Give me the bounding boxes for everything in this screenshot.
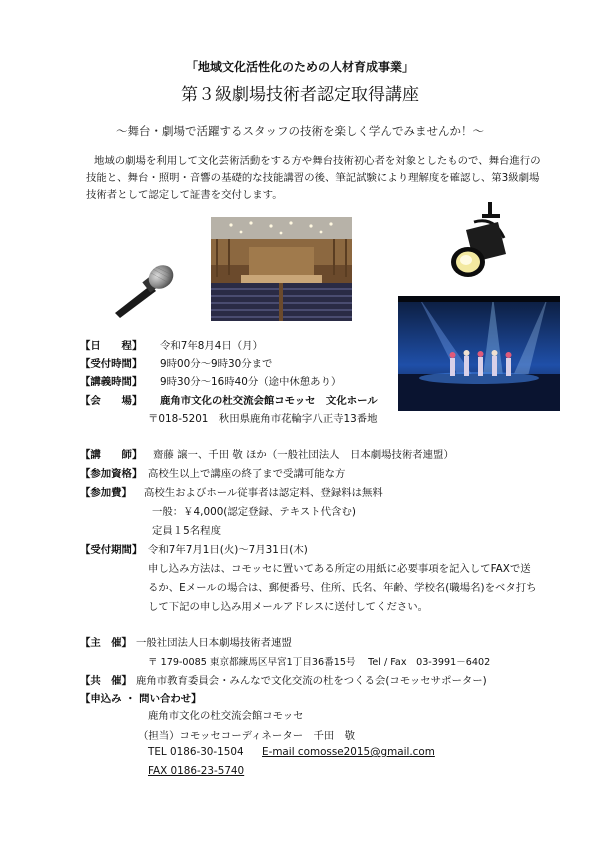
contact-person: （担当）コモッセコーディネーター 千田 敬 [138, 730, 356, 742]
eligibility-value: 高校生以上で講座の終了まで受講可能な方 [148, 468, 346, 480]
eligibility-label: 【参加資格】 [80, 468, 143, 480]
venue-address: 〒018-5201 秋田県鹿角市花輪字八正寺13番地 [148, 413, 378, 425]
host-value: 一般社団法人日本劇場技術者連盟 [136, 637, 292, 649]
host-label: 【主 催】 [80, 637, 132, 649]
lecture-label: 【講義時間】 [80, 376, 143, 388]
contact-email-link[interactable] [262, 746, 435, 758]
reception-label: 【受付時間】 [80, 358, 143, 370]
spotlight-image [444, 202, 516, 286]
cohost-value: 鹿角市教育委員会・みんなで文化交流の杜をつくる会(コモッセサポーター) [136, 675, 487, 687]
date-value: 令和7年8月4日（月） [160, 340, 263, 352]
venue-value: 鹿角市文化の杜交流会館コモッセ 文化ホール [160, 395, 378, 407]
contact-tel: TEL 0186-30-1504 [148, 746, 244, 758]
apply-line-2: るか、Eメールの場合は、郵便番号、住所、氏名、年齢、学校名(職場名)をベタ打ち [148, 582, 537, 594]
period-value: 令和7年7月1日(火)〜7月31日(木) [148, 544, 308, 556]
period-label: 【受付期間】 [80, 544, 143, 556]
contact-fax-wrap [148, 765, 244, 777]
lecture-value: 9時30分〜16時40分（途中休憩あり） [160, 376, 342, 388]
microphone-image [107, 263, 178, 319]
host-address: 〒 179-0085 東京都練馬区早宮1丁目36番15号 Tel / Fax 03-3991－6402 [148, 657, 491, 668]
project-name: 「地域文化活性化のための人材育成事業」 [185, 60, 414, 74]
page-title: 第３級劇場技術者認定取得講座 [181, 85, 419, 105]
contact-fax: FAX 0186-23-5740 [148, 765, 245, 777]
contact-org: 鹿角市文化の杜交流会館コモッセ [148, 710, 304, 722]
concert-hall-image [211, 217, 352, 321]
lecturer-value: 齋藤 譲一、千田 敬 ほか（一般社団法人 日本劇場技術者連盟） [153, 449, 454, 461]
lecturer-label: 【講 師】 [80, 449, 143, 461]
apply-line-1: 申し込み方法は、コモッセに置いてある所定の用紙に必要事項を記入してFAXで送 [148, 563, 531, 575]
tagline: 〜舞台・劇場で活躍するスタッフの技術を楽しく学んでみませんか！〜 [116, 124, 484, 138]
intro-paragraph: 地域の劇場を利用して文化芸術活動をする方や舞台技術初心者を対象としたもので、舞台進行の技能と、舞台・照明・音響の基礎的な技能講習の後、筆記試験により理解度を確認し、第3級劇場技術者として認定して証書を交付します。 [86, 155, 541, 201]
stage-performance-image [398, 296, 560, 411]
fee-general: 一般：￥4,000(認定登録、テキスト代含む) [152, 506, 356, 518]
contact-label: 【申込み ・ 問い合わせ】 [80, 693, 202, 705]
date-label: 【日 程】 [80, 340, 143, 352]
venue-label: 【会 場】 [80, 395, 143, 407]
reception-value: 9時00分〜9時30分まで [160, 358, 273, 370]
contact-email[interactable]: E-mail comosse2015@gmail.com [262, 746, 435, 758]
capacity: 定員１5名程度 [152, 525, 221, 537]
fee-note: 高校生およびホール従事者は認定料、登録料は無料 [144, 487, 383, 499]
apply-line-3: して下記の申し込み用メールアドレスに送付してください。 [148, 601, 429, 613]
fee-label: 【参加費】 [80, 487, 132, 499]
cohost-label: 【共 催】 [80, 675, 132, 687]
